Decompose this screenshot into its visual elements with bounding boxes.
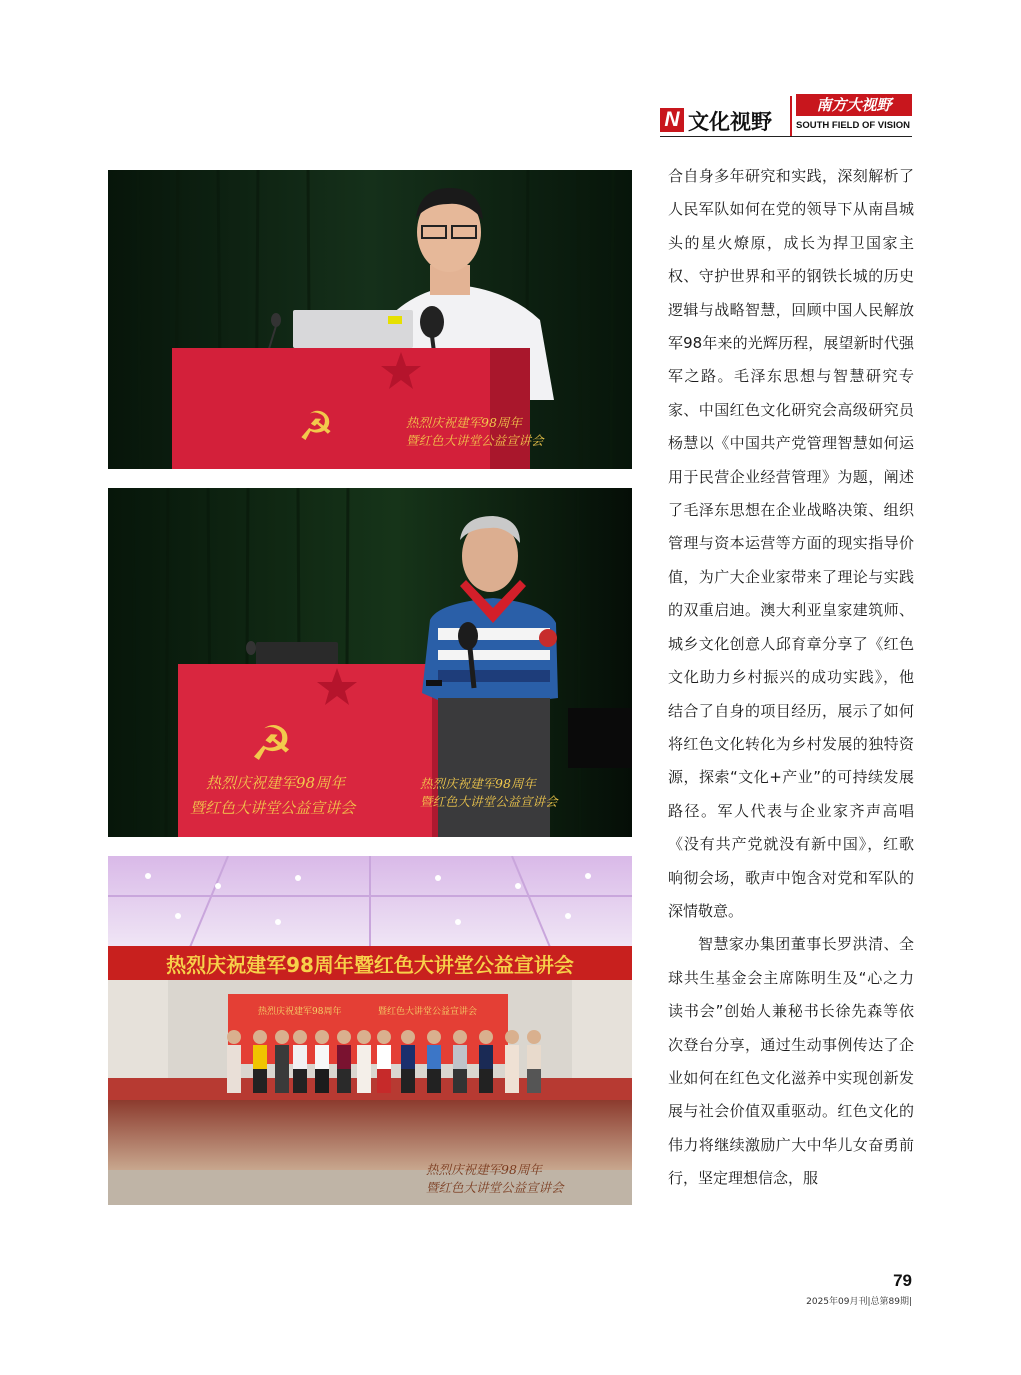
stage-screen-line2: 暨红色大讲堂公益宣讲会: [378, 1007, 478, 1017]
podium-banner-line1: 热烈庆祝建军98周年: [406, 415, 522, 430]
photo-speaker-red-scarf: [108, 488, 632, 837]
magazine-header: [660, 94, 912, 140]
issue-info: 2025年09月刊|总第89期|: [806, 1297, 912, 1307]
group-photo-watermark-line2: 暨红色大讲堂公益宣讲会: [426, 1180, 564, 1195]
hall-banner: 热烈庆祝建军98周年暨红色大讲堂公益宣讲会: [166, 953, 574, 977]
page-number: 79: [893, 1271, 912, 1290]
article-paragraph-1: 合自身多年研究和实践，深刻解析了人民军队如何在党的领导下从南昌城头的星火燎原，成长为捍卫国家主权、守护世界和平的钢铁长城的历史逻辑与战略智慧，回顾中国人民解放军98年来的光辉历程，展望新时代强军之路。毛泽东思想与智慧研究专家、中国红色文化研究会高级研究员杨慧以《中国共产党管理智慧如何运用于民营企业经营管理》为题，阐述了毛泽东思想在企业战略决策、组织管理与资本运营等方面的现实指导价值，为广大企业家带来了理论与实践的双重启迪。澳大利亚皇家建筑师、城乡文化创意人邱育章分享了《红色文化助力乡村振兴的成功实践》，他结合了自身的项目经历，展示了如何将红色文化转化为乡村发展的独特资源，探索“文化+产业”的可持续发展路径。军人代表与企业家齐声高唱《没有共产党就没有新中国》，红歌响彻会场，歌声中饱含对党和军队的深情敬意。: [668, 167, 914, 920]
article-paragraph-2: 智慧家办集团董事长罗洪清、全球共生基金会主席陈明生及“心之力读书会”创始人兼秘书长徐先森等依次登台分享，通过生动事例传达了企业如何在红色文化滋养中实现创新发展与社会价值双重驱动。红色文化的伟力将继续激励广大中华儿女奋勇前行，坚定理想信念，服: [668, 935, 914, 1188]
stage-screen-line1: 热烈庆祝建军98周年: [258, 1007, 342, 1017]
svg-text:☭: ☭: [250, 716, 294, 772]
photo-speaker-podium: [108, 170, 632, 469]
podium-banner-line1-large: 热烈庆祝建军98周年: [206, 774, 346, 792]
photo-watermark-line2: 暨红色大讲堂公益宣讲会: [420, 794, 558, 809]
magazine-name: 南方大视野: [796, 94, 912, 116]
header-divider: [790, 96, 792, 136]
column-title: 文化视野: [688, 110, 772, 134]
svg-text:☭: ☭: [298, 404, 334, 450]
header-rule: [660, 136, 912, 137]
podium-banner-line2: 暨红色大讲堂公益宣讲会: [406, 433, 544, 448]
photo-group-on-stage: [108, 856, 632, 1205]
article-body: [668, 160, 914, 1196]
magazine-name-en: SOUTH FIELD OF VISION: [796, 120, 911, 131]
group-photo-watermark-line1: 热烈庆祝建军98周年: [426, 1162, 542, 1177]
magazine-logo-icon: N: [660, 108, 684, 132]
podium-banner-line2-large: 暨红色大讲堂公益宣讲会: [190, 799, 356, 817]
photo-watermark-line1: 热烈庆祝建军98周年: [420, 776, 536, 791]
